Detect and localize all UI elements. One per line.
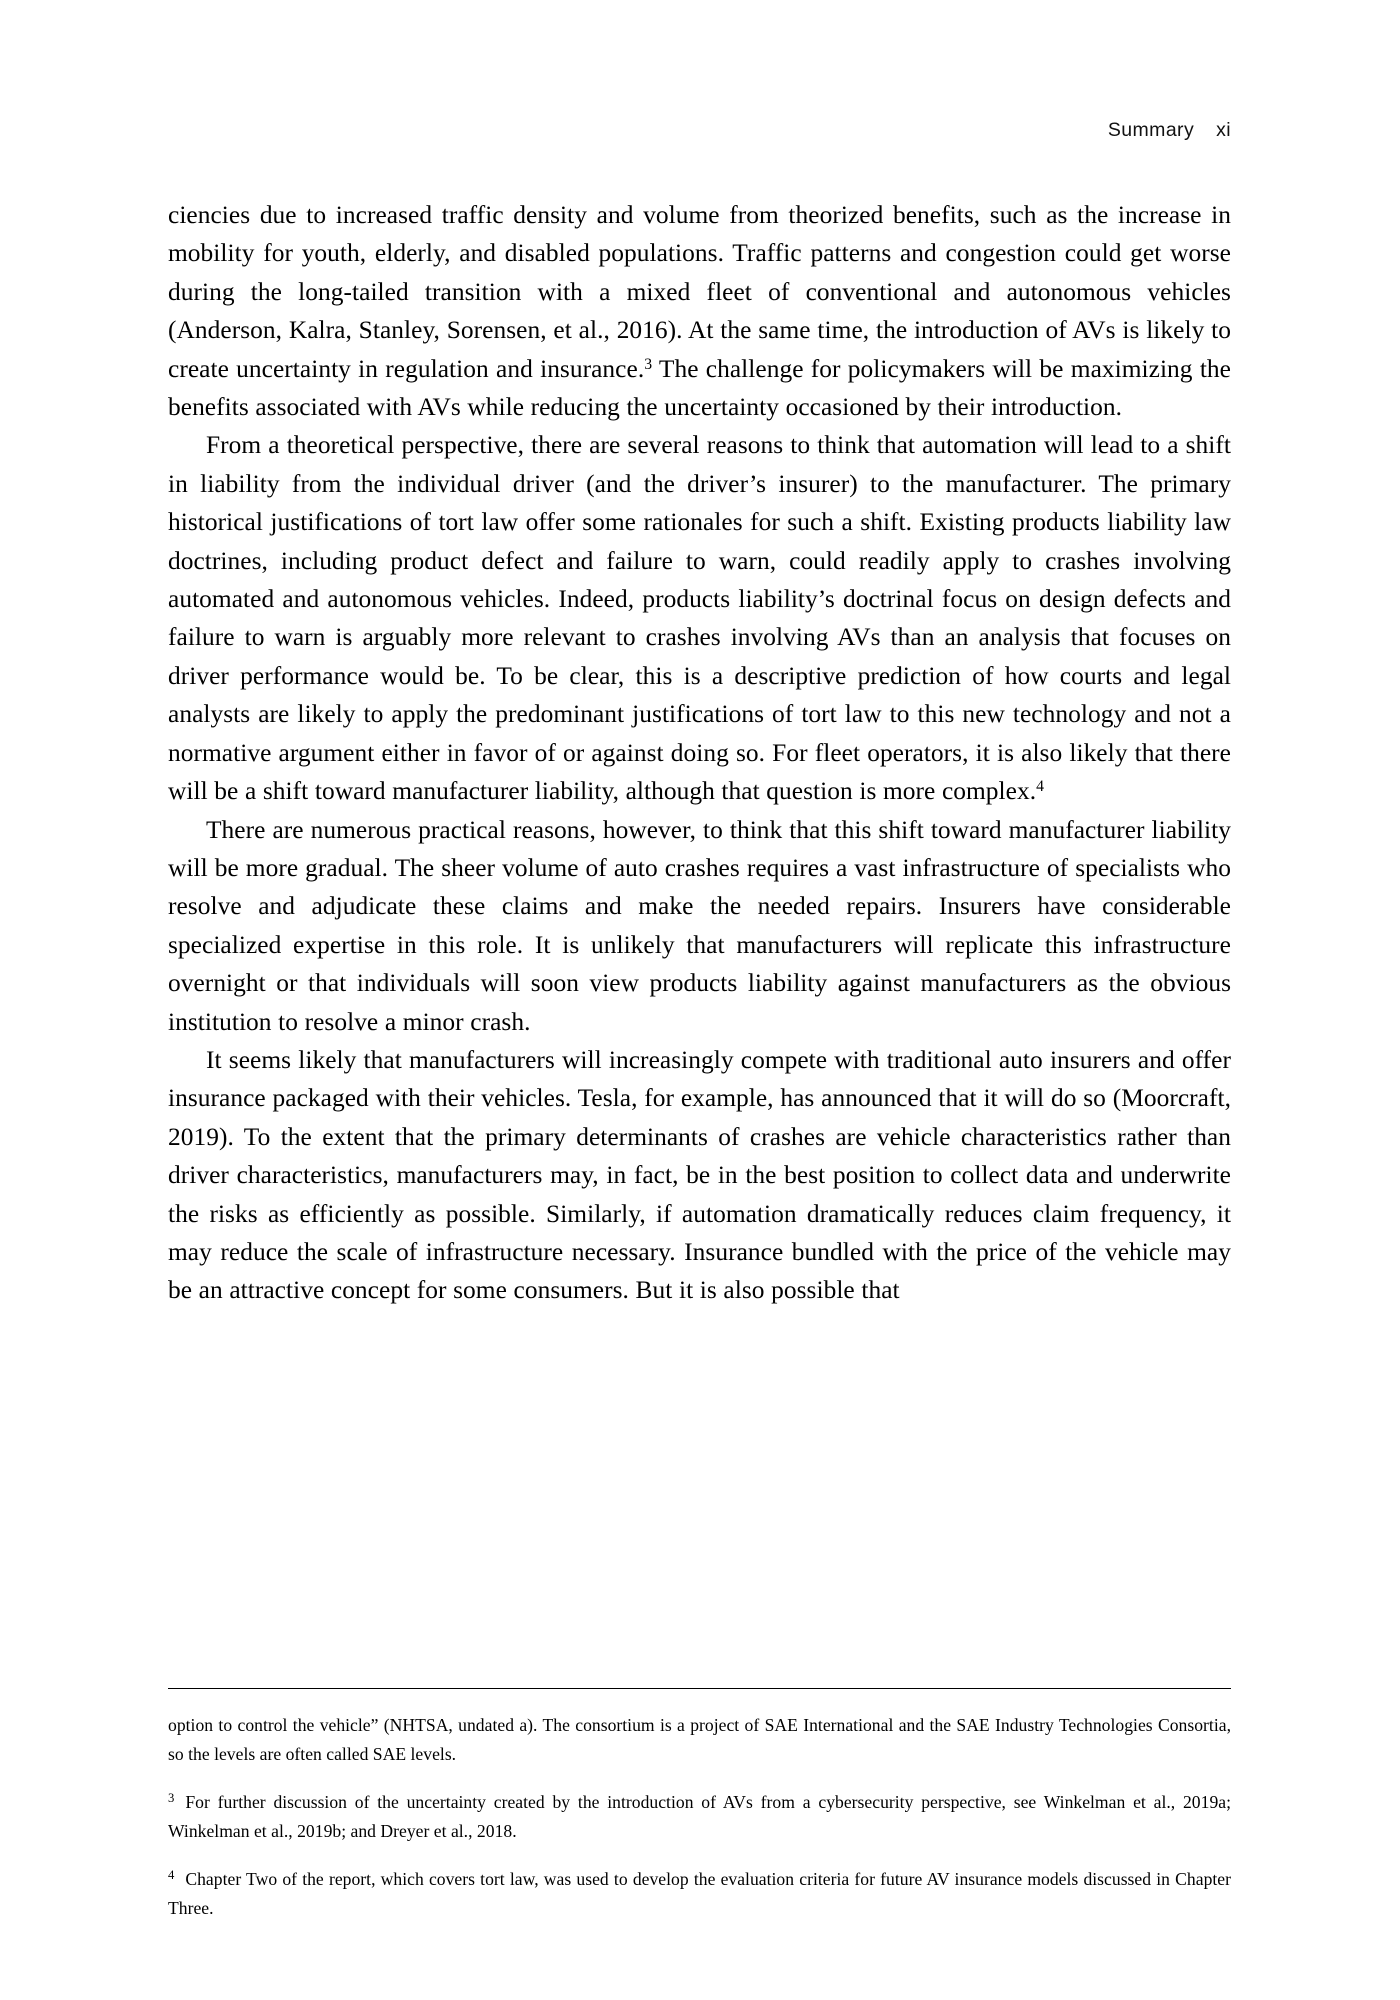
footnote-block: [168, 1688, 1231, 1923]
paragraph-text: From a theoretical perspective, there are several reasons to think that automation will lead to a shift in liability from the individual driver (and the driver’s insurer) to the manufacturer. The primary historical justifications of tort law offer some rationales for such a shift. Existing products liability law doctrines, including product defect and failure to warn, could readily apply to crashes involving automated and autonomous vehicles. Indeed, products liability’s doctrinal focus on design defects and failure to warn is arguably more relevant to crashes involving AVs than an analysis that focuses on driver performance would be. To be clear, this is a descriptive prediction of how courts and legal analysts are likely to apply the predominant justifications of tort law to this new technology and not a normative argument either in favor of or against doing so. For fleet operators, it is also likely that there will be a shift toward manufacturer liability, although that question is more complex.: [168, 431, 1231, 806]
page-folio-number: xi: [1216, 119, 1231, 141]
running-header: [168, 96, 1231, 165]
footnote-text: For further discussion of the uncertainty created by the introduction of AVs from a cybersecurity perspective, see Winkelman et al., 2019a; Winkelman et al., 2019b; and Dreyer et al., 2018.: [168, 1792, 1231, 1841]
footnote-text: Chapter Two of the report, which covers tort law, was used to develop the evaluation criteria for future AV insurance models discussed in Chapter Three.: [168, 1869, 1231, 1918]
paragraph-theoretical-perspective: [168, 426, 1231, 810]
paragraph-text: There are numerous practical reasons, however, to think that this shift toward manufacturer liability will be more gradual. The sheer volume of auto crashes requires a vast infrastructure of specialists who resolve and adjudicate these claims and make the needed repairs. Insurers have considerable specialized expertise in this role. It is unlikely that manufacturers will replicate this infrastructure overnight or that individuals will soon view products liability against manufacturers as the obvious institution to resolve a minor crash.: [168, 815, 1231, 1036]
footnote-separator-rule: [168, 1688, 1231, 1689]
paragraph-continued: [168, 196, 1231, 426]
paragraph-practical-reasons: [168, 811, 1231, 1041]
footnote-marker-3: 3: [168, 1790, 175, 1805]
footnote-item-3: [168, 1788, 1231, 1845]
footnote-marker-4: 4: [168, 1868, 175, 1883]
running-header-section: Summary: [1107, 119, 1195, 141]
footnote-text: option to control the vehicle” (NHTSA, undated a). The consortium is a project of SAE International and the SAE Industry Technologies Consortia, so the levels are often called SAE levels.: [168, 1715, 1231, 1764]
footnote-reference-4[interactable]: 4: [1036, 777, 1044, 795]
paragraph-manufacturers-compete: [168, 1041, 1231, 1310]
footnote-item-4: [168, 1865, 1231, 1922]
footnote-item-continued: [168, 1711, 1231, 1768]
body-text-column: [168, 196, 1231, 1310]
footnote-reference-3[interactable]: 3: [644, 355, 653, 373]
paragraph-text: It seems likely that manufacturers will increasingly compete with traditional auto insurers and offer insurance packaged with their vehicles. Tesla, for example, has announced that it will do so (Moorcraft, 2019). To the extent that the primary determinants of crashes are vehicle characteristics rather than driver characteristics, manufacturers may, in fact, be in the best position to collect data and underwrite the risks as efficiently as possible. Similarly, if automation dramatically reduces claim frequency, it may reduce the scale of infrastructure necessary. Insurance bundled with the price of the vehicle may be an attractive concept for some consumers. But it is also possible that: [168, 1045, 1231, 1305]
paragraph-text: ciencies due to increased traffic density and volume from theorized benefits, such as the increase in mobility for youth, elderly, and disabled populations. Traffic patterns and congestion could get worse during the long-tailed transition with a mixed fleet of conventional and autonomous vehicles (Anderson, Kalra, Stanley, Sorensen, et al., 2016). At the same time, the introduction of AVs is likely to create uncertainty in regulation and insurance.: [168, 201, 1231, 383]
paragraph-text-tail: The challenge for policymakers will be maximizing the benefits associated with AVs while reducing the uncertainty occasioned by their introduction.: [168, 354, 1231, 422]
